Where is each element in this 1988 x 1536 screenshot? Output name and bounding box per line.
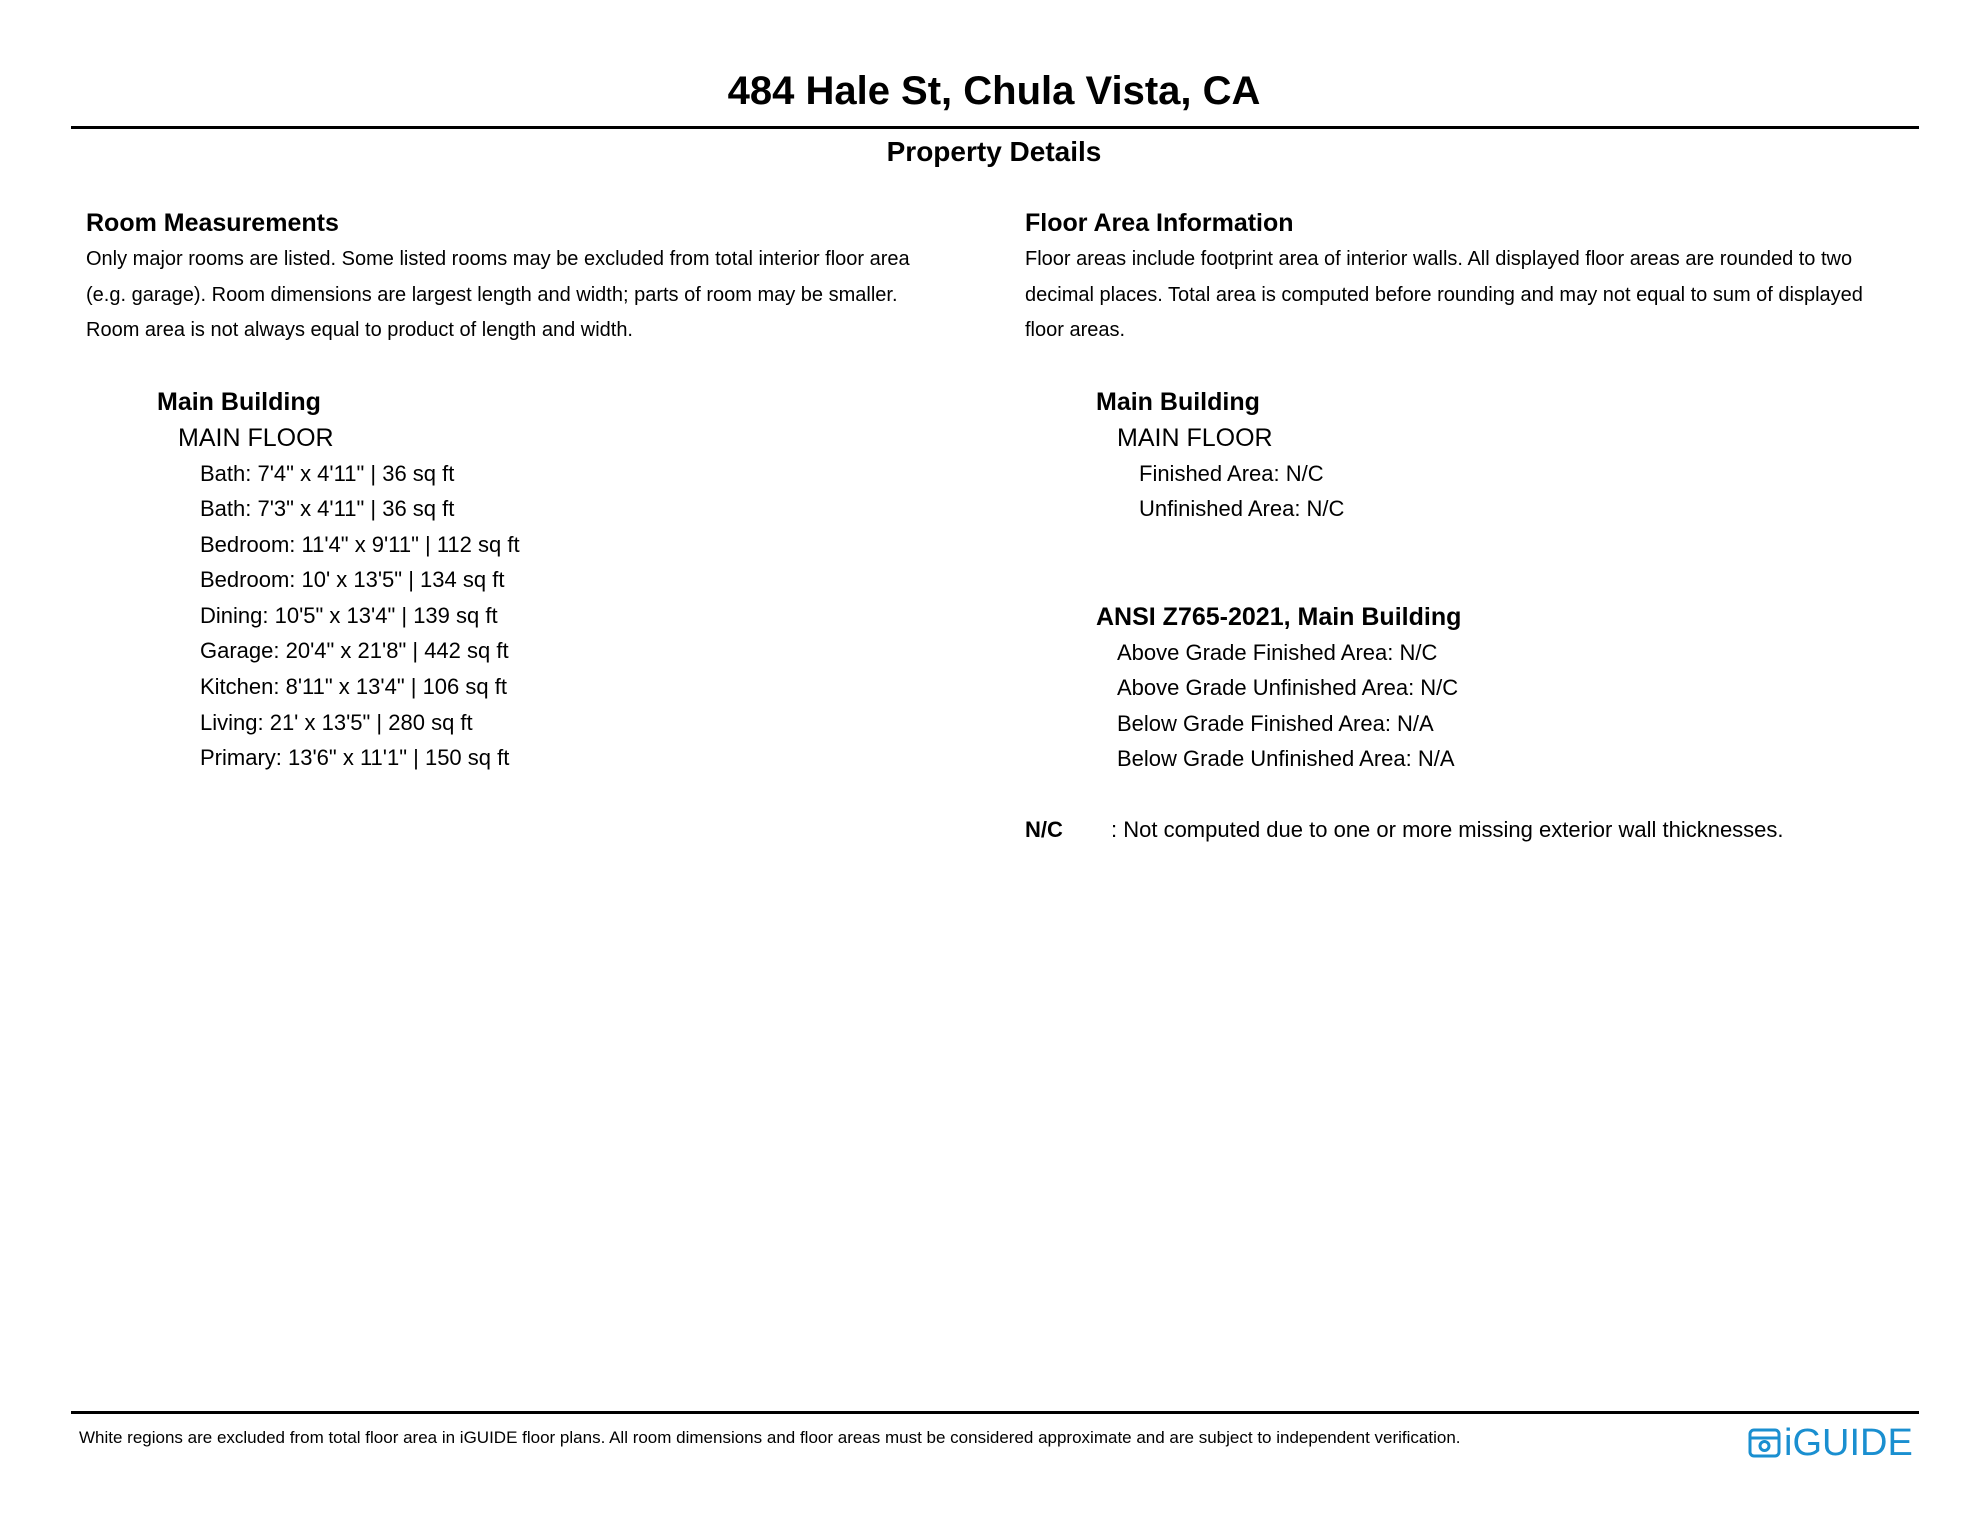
logo-text: iGUIDE <box>1784 1422 1913 1464</box>
room-item: Bath: 7'4" x 4'11" | 36 sq ft <box>200 460 455 486</box>
room-measurements-heading: Room Measurements <box>86 209 339 237</box>
ansi-list <box>1117 635 1955 777</box>
area-item: Finished Area: N/C <box>1139 460 1324 486</box>
ansi-item: Above Grade Unfinished Area: N/C <box>1117 675 1459 701</box>
footer-rule <box>71 1411 1919 1414</box>
room-item: Kitchen: 8'11" x 13'4" | 106 sq ft <box>200 674 507 700</box>
ansi-item: Below Grade Finished Area: N/A <box>1117 710 1434 736</box>
area-item: Unfinished Area: N/C <box>1139 496 1345 522</box>
title-rule <box>71 126 1919 129</box>
floor-heading: MAIN FLOOR <box>1117 423 1273 452</box>
room-measurements-intro <box>86 242 996 349</box>
area-building-block <box>1096 384 1955 527</box>
room-item: Garage: 20'4" x 21'8" | 442 sq ft <box>200 638 509 664</box>
page-title: 484 Hale St, Chula Vista, CA <box>727 69 1261 113</box>
iguide-logo <box>1748 1422 1913 1464</box>
intro-line: Only major rooms are listed. Some listed rooms may be excluded from total interior floor area <box>86 248 910 270</box>
floor-area-intro <box>1025 242 1955 349</box>
floor-heading: MAIN FLOOR <box>178 423 334 452</box>
floor-area-section <box>1025 206 1955 777</box>
camera-icon <box>1748 1426 1782 1460</box>
intro-line: Room area is not always equal to product of length and width. <box>86 319 633 341</box>
room-item: Bedroom: 11'4" x 9'11" | 112 sq ft <box>200 531 520 557</box>
legend-description: : Not computed due to one or more missing exterior wall thicknesses. <box>1111 817 1784 842</box>
building-heading: Main Building <box>1096 387 1260 416</box>
intro-line: Floor areas include footprint area of interior walls. All displayed floor areas are rounded to two <box>1025 248 1853 270</box>
page-subtitle: Property Details <box>886 136 1102 167</box>
ansi-block <box>1096 599 1955 777</box>
room-building-block <box>157 384 996 776</box>
floor-area-list <box>1139 456 1955 527</box>
room-list <box>200 456 996 776</box>
building-heading: Main Building <box>157 387 321 416</box>
legend-key: N/C <box>1025 817 1063 842</box>
room-item: Dining: 10'5" x 13'4" | 139 sq ft <box>200 602 498 628</box>
room-item: Primary: 13'6" x 11'1" | 150 sq ft <box>200 745 510 771</box>
intro-line: (e.g. garage). Room dimensions are largest length and width; parts of room may be smaller. <box>86 283 898 306</box>
room-measurements-section <box>86 206 996 776</box>
footer-note: White regions are excluded from total floor area in iGUIDE floor plans. All room dimensions and floor areas must be considered approximate and are subject to independent verification. <box>79 1428 1461 1447</box>
intro-line: floor areas. <box>1025 319 1126 341</box>
ansi-item: Below Grade Unfinished Area: N/A <box>1117 746 1455 772</box>
room-item: Living: 21' x 13'5" | 280 sq ft <box>200 709 473 735</box>
ansi-heading: ANSI Z765-2021, Main Building <box>1096 602 1462 631</box>
room-item: Bedroom: 10' x 13'5" | 134 sq ft <box>200 567 505 593</box>
ansi-item: Above Grade Finished Area: N/C <box>1117 639 1438 665</box>
intro-line: decimal places. Total area is computed before rounding and may not equal to sum of displayed <box>1025 283 1863 306</box>
floor-area-heading: Floor Area Information <box>1025 209 1294 237</box>
legend <box>1025 814 1955 846</box>
room-item: Bath: 7'3" x 4'11" | 36 sq ft <box>200 496 455 522</box>
